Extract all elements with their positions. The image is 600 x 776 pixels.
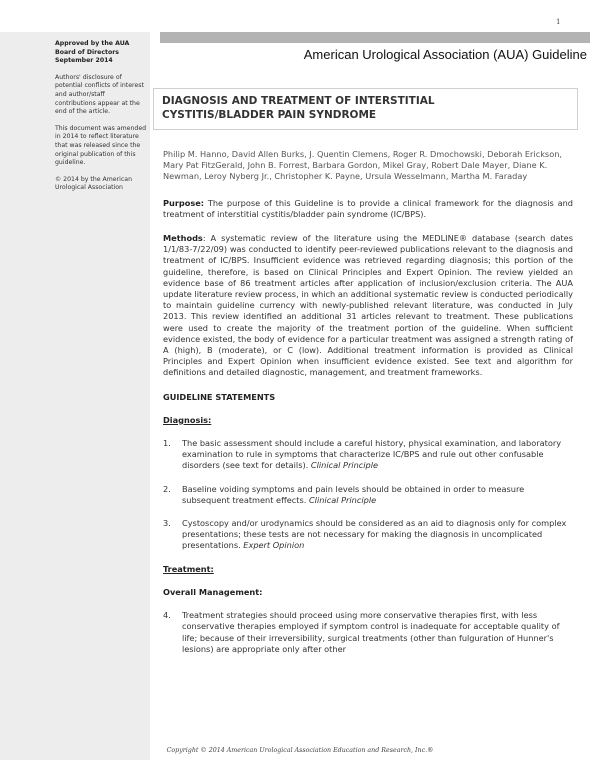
main-content	[163, 149, 573, 667]
author-list: Philip M. Hanno, David Allen Burks, J. Quentin Clemens, Roger R. Dmochowski, Deborah Erickson, Mary Pat FitzGerald, John B. Forrest, Barbara Gordon, Mikel Gray, Robert Dale Mayer, Diane K. Newman, Leroy Nyberg Jr., Christopher K. Payne, Ursula Wesselmann, Martha M. Faraday	[163, 149, 563, 182]
header-bar	[160, 32, 590, 43]
statement-item	[163, 438, 573, 472]
diagnosis-heading: Diagnosis:	[163, 414, 212, 425]
methods-label: Methods	[163, 233, 203, 244]
document-title: DIAGNOSIS AND TREATMENT OF INTERSTITIAL CYSTITIS/BLADDER PAIN SYNDROME	[162, 95, 435, 121]
statement-text: Baseline voiding symptoms and pain levels should be obtained in order to measure subsequent treatment effects. Clinical Principle	[182, 483, 525, 505]
sidebar-copyright: © 2014 by the American Urological Association	[55, 175, 132, 192]
page-number: 1	[556, 18, 561, 26]
evidence-tag: Clinical Principle	[310, 460, 379, 471]
methods-text: : A systematic review of the literature using the MEDLINE® database (search dates 1/1/83-7/22/09) was conducted to identify peer-reviewed publications relevant to the diagnosis and treatment of IC/BPS. Insufficient evidence was retrieved regarding diagnosis; this portion of the guideline, therefore, is based on Clinical Principles and Expert Opinion. The review yielded an evidence base of 86 treatment articles after application of inclusion/exclusion criteria. The AUA update literature review process, in which an additional systematic review is conducted periodically to maintain guideline currency with newly-published relevant literature, was conducted in July 2013. This review identified an additional 31 articles relevant to treatment. These publications were used to create the majority of the treatment portion of the guideline. When sufficient evidence existed, the body of evidence for a particular treatment was assigned a strength rating of A (high), B (moderate), or C (low). Additional treatment information is provided as Clinical Principles and Expert Opinion when insufficient evidence existed. See text and algorithm for definitions and detailed diagnostic, management, and treatment frameworks.	[163, 233, 573, 378]
approval-note: Approved by the AUA Board of Directors September 2014	[55, 40, 130, 65]
statement-item	[163, 484, 573, 506]
statement-text: Treatment strategies should proceed using more conservative therapies first, with less conservative therapies employed if symptom control is inadequate for acceptable quality of life; because of their irreversibility, surgical treatments (other than fulguration of Hunner's lesions) are appropriate only after other	[182, 610, 560, 654]
guideline-title: American Urological Association (AUA) Guideline	[303, 47, 587, 62]
purpose-text: The purpose of this Guideline is to provide a clinical framework for the diagnosis and treatment of interstitial cystitis/bladder pain syndrome (IC/BPS).	[163, 197, 573, 219]
statement-number: 3.	[163, 518, 171, 529]
guideline-statements-heading: GUIDELINE STATEMENTS	[163, 391, 276, 402]
evidence-tag: Clinical Principle	[308, 494, 377, 505]
statement-number: 4.	[163, 610, 171, 621]
statement-number: 1.	[163, 438, 171, 449]
statement-text: The basic assessment should include a careful history, physical examination, and laboratory examination to rule in symptoms that characterize IC/BPS and rule out other confusable disorders (see text for details). Clinical Principle	[182, 438, 562, 471]
methods-paragraph	[163, 233, 573, 379]
statement-item	[163, 518, 573, 552]
overall-management-heading: Overall Management:	[163, 586, 263, 597]
title-box	[153, 88, 578, 130]
footer-copyright: Copyright © 2014 American Urological Association Education and Research, Inc.®	[166, 747, 434, 754]
purpose-label: Purpose:	[163, 197, 205, 208]
purpose-paragraph	[163, 198, 573, 220]
statement-number: 2.	[163, 483, 171, 494]
treatment-heading: Treatment:	[163, 563, 214, 574]
disclosure-note: Authors' disclosure of potential conflicts of interest and author/staff contributions appear at the end of the article.	[55, 73, 144, 116]
evidence-tag: Expert Opinion	[243, 540, 305, 551]
sidebar-notes	[55, 40, 147, 201]
statement-text: Cystoscopy and/or urodynamics should be considered as an aid to diagnosis only for complex presentations; these tests are not necessary for making the diagnosis in uncomplicated presentations. Expert Opinion	[182, 518, 567, 551]
statement-item	[163, 610, 573, 655]
amendment-note: This document was amended in 2014 to reflect literature that was released since the original publication of this guideline.	[55, 124, 147, 167]
